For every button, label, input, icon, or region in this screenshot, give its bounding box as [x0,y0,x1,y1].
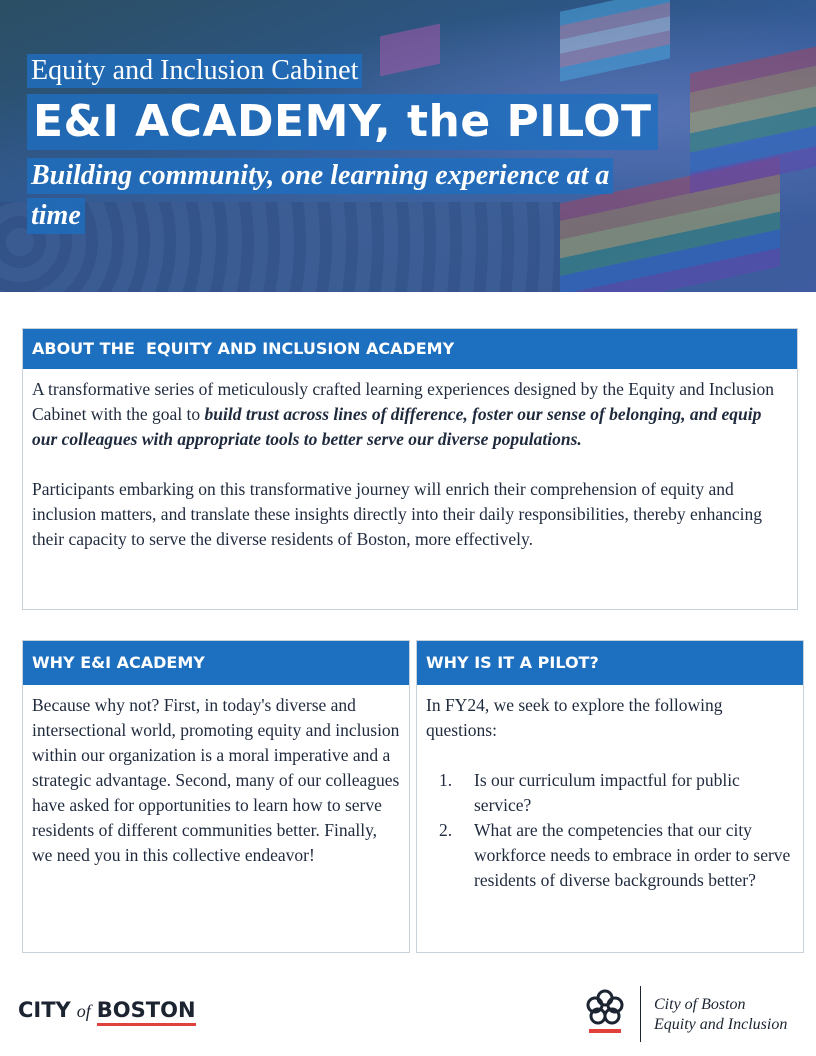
pilot-intro: In FY24, we seek to explore the following questions: [426,695,723,740]
logo-of: of [76,1001,91,1021]
pilot-section [416,640,804,953]
why-section [22,640,410,953]
about-section [22,328,798,610]
logo-city: CITY [18,998,71,1022]
boston-seal-icon [585,989,625,1035]
why-body [23,685,409,868]
tagline-line-2: time [27,198,85,234]
list-item-number: 2. [439,820,453,840]
list-item [426,768,794,818]
list-item-number: 1. [439,770,453,790]
footer-divider [640,986,641,1042]
about-body [23,369,797,552]
pilot-body [417,685,803,893]
about-paragraph-2: Participants embarking on this transformative journey will enrich their comprehension of equity and inclusion matters, and translate these insights directly into their daily responsibilities, thereby enhancing their capacity to serve the diverse residents of Boston, more effectively. [32,479,762,549]
page-title: E&I ACADEMY, the PILOT [27,94,658,150]
about-heading: ABOUT THE EQUITY AND INCLUSION ACADEMY [23,329,797,369]
list-item-text: What are the competencies that our city workforce needs to embrace in order to serve residents of diverse backgrounds better? [474,820,791,890]
department-line-2: Equity and Inclusion [654,1016,788,1033]
city-of-boston-logo [18,998,196,1026]
why-heading: WHY E&I ACADEMY [23,641,409,685]
department-name [654,995,787,1035]
about-paragraph-1 [32,377,788,452]
pilot-heading: WHY IS IT A PILOT? [417,641,803,685]
list-item-text: Is our curriculum impactful for public service? [474,770,740,815]
pilot-question-list [426,768,794,893]
about-paragraph-1-text: A transformative series of meticulously crafted learning experiences designed by the Equity and Inclusion Cabinet with the goal to [32,379,775,424]
cabinet-subtitle: Equity and Inclusion Cabinet [27,54,362,88]
why-paragraph: Because why not? First, in today's diverse and intersectional world, promoting equity and inclusion within our organization is a moral imperative and a strategic advantage. Second, many of our colleagues have asked for opportunities to learn how to serve residents of different communities better. Finally, we need you in this collective endeavor! [32,695,400,865]
department-line-1: City of Boston [654,996,746,1013]
logo-boston: BOSTON [97,998,196,1026]
tagline-line-1: Building community, one learning experience at a [27,158,613,194]
list-item [426,818,794,893]
hero-banner [0,0,816,292]
about-paragraph-1-emphasis: build trust across lines of difference, foster our sense of belonging, and equip our colleagues with appropriate tools to better serve our diverse populations. [32,404,762,449]
